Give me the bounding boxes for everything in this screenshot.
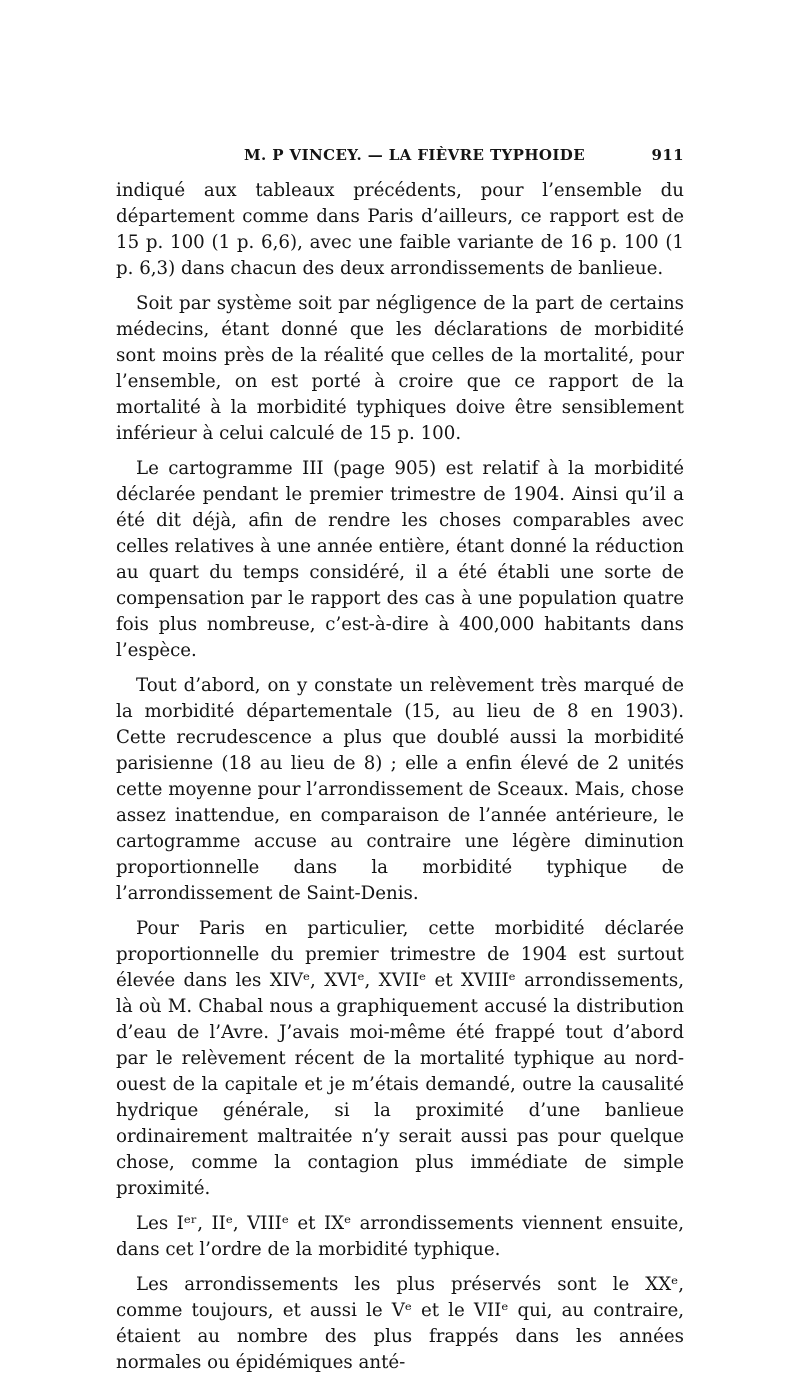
paragraph-continued: indiqué aux tableaux précédents, pour l’ensemble du département comme dans Paris d’ailleurs, ce rapport est de 15 p. 100 (1 p. 6,6), avec une faible variante de 16 p. 100 (1 p. 6,3) dans chacun des deux arrondissements de banlieue. [116, 180, 684, 279]
body-text [116, 178, 684, 1376]
paragraph: Soit par système soit par négligence de la part de certains médecins, étant donné que les déclarations de morbidité sont moins près de la réalité que celles de la mortalité, pour l’ensemble, on est porté à croire que ce rapport de la mortalité à la morbidité typhiques doive être sensiblement inférieur à celui calculé de 15 p. 100. [116, 293, 684, 444]
paragraph: Tout d’abord, on y constate un relèvement très marqué de la morbidité départementale (15, au lieu de 8 en 1903). Cette recrudescence a plus que doublé aussi la morbidité parisienne (18 au lieu de 8) ; elle a enfin élevé de 2 unités cette moyenne pour l’arrondissement de Sceaux. Mais, chose assez inattendue, en comparaison de l’année antérieure, le cartogramme accuse au contraire une légère diminution proportionnelle dans la morbidité typhique de l’arrondissement de Saint-Denis. [116, 675, 684, 904]
page-number: 911 [651, 146, 684, 164]
paragraph: Les arrondissements les plus préservés sont le XXᵉ, comme toujours, et aussi le Vᵉ et le VIIᵉ qui, au contraire, étaient au nombre des plus frappés dans les années normales ou épidémiques anté- [116, 1274, 684, 1373]
paragraph: Pour Paris en particulier, cette morbidité déclarée proportionnelle du premier trimestre de 1904 est surtout élevée dans les XIVᵉ, XVIᵉ, XVIIᵉ et XVIIIᵉ arrondissements, là où M. Chabal nous a graphiquement accusé la distribution d’eau de l’Avre. J’avais moi-même été frappé tout d’abord par le relèvement récent de la mortalité typhique au nord-ouest de la capitale et je m’étais demandé, outre la causalité hydrique générale, si la proximité d’une banlieue ordinairement maltraitée n’y serait aussi pas pour quelque chose, comme la contagion plus immédiate de simple proximité. [116, 918, 684, 1199]
running-header [116, 146, 684, 172]
running-title: M. P VINCEY. — LA FIÈVRE TYPHOIDE [244, 146, 586, 164]
document-page [116, 146, 684, 1385]
paragraph: Les Iᵉʳ, IIᵉ, VIIIᵉ et IXᵉ arrondissements viennent ensuite, dans cet l’ordre de la morbidité typhique. [116, 1213, 684, 1260]
paragraph: Le cartogramme III (page 905) est relatif à la morbidité déclarée pendant le premier trimestre de 1904. Ainsi qu’il a été dit déjà, afin de rendre les choses comparables avec celles relatives à une année entière, étant donné la réduction au quart du temps considéré, il a été établi une sorte de compensation par le rapport des cas à une population quatre fois plus nombreuse, c’est-à-dire à 400,000 habitants dans l’espèce. [116, 458, 684, 661]
